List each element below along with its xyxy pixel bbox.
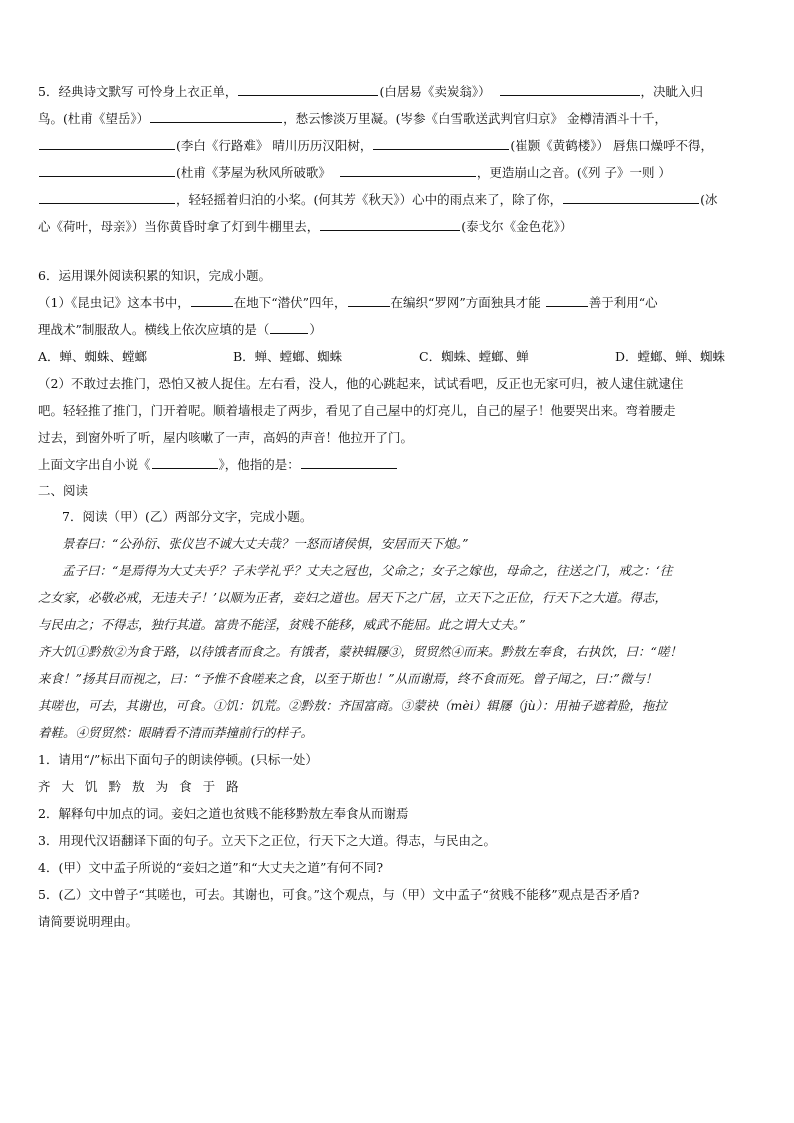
char: 黔 (108, 779, 122, 794)
subq-1: 1．请用“/”标出下面句子的朗读停顿。(只标一处） (38, 752, 318, 767)
answer-blank[interactable] (546, 294, 588, 307)
answer-blank[interactable] (320, 218, 460, 231)
option-b[interactable]: B．蝉、螳螂、蜘蛛 (233, 349, 343, 364)
option-c[interactable]: C．蜘蛛、螳螂、蝉 (419, 349, 529, 364)
passage-jia-1: 景春曰：“公孙衍、张仪岂不诚大丈夫哉？一怒而诸侯惧，安居而天下熄。” (62, 536, 469, 551)
q5-text: 鸟。(杜甫《望岳》） (38, 111, 150, 126)
q6-text: 上面文字出自小说《 (38, 457, 151, 472)
q5-text: 5．经典诗文默写 可怜身上衣正单， (38, 84, 238, 99)
q6-part1-line-2 (38, 316, 758, 343)
char: 于 (202, 779, 216, 794)
q5-line-2 (38, 105, 758, 132)
passage-jia-4: 与民由之；不得志，独行其道。富贵不能淫，贫贱不能移，威武不能屈。此之谓大丈夫。” (38, 617, 526, 632)
q5-line-1 (38, 78, 758, 105)
answer-blank[interactable] (150, 110, 282, 123)
char: 饥 (85, 779, 98, 794)
passage-yi-2: 来食！”扬其目而视之，曰：“予惟不食嗟来之食，以至于斯也！”从而谢焉，终不食而死。曾子闻之，曰：”微与！ (38, 671, 658, 686)
q6-part2-line-4 (38, 451, 758, 478)
answer-blank[interactable] (39, 164, 175, 177)
subq-4: 4．(甲）文中孟子所说的“妾妇之道”和“大丈夫之道”有何不同? (38, 860, 384, 875)
answer-blank[interactable] (500, 83, 640, 96)
char: 食 (179, 779, 192, 794)
q5-text: (杜甫《茅屋为秋风所破歌》 (176, 165, 331, 180)
char: 齐 (38, 779, 51, 794)
subq-5-line-1: 5．(乙）文中曾子“其嗟也，可去。其谢也，可食。”这个观点，与（甲）文中孟子“贫贱不能移”观点是否矛盾? (38, 887, 640, 902)
subq-3: 3．用现代汉语翻译下面的句子。立天下之正位，行天下之大道。得志，与民由之。 (38, 833, 496, 848)
char: 敖 (132, 779, 145, 794)
q7-title: 7．阅读（甲）(乙）两部分文字，完成小题。 (62, 509, 313, 524)
subq-2: 2．解释句中加点的词。妾妇之道也贫贱不能移黔敖左奉食从而谢焉 (38, 806, 409, 821)
passage-jia-2: 孟子曰：“是焉得为大丈夫乎？子未学礼乎？丈夫之冠也，父命之；女子之嫁也，母命之，往送之门，戒之：‘往 (62, 563, 673, 578)
q6-part2-line-3: 过去，到窗外听了听，屋内咳嗽了一声，高妈的声音！他拉开了门。 (38, 430, 414, 445)
q5-text: ，愁云惨淡万里凝。(岑参《白雪歌送武判官归京》 金樽清酒斗十千， (283, 111, 667, 126)
answer-blank[interactable] (39, 137, 175, 150)
q6-text: ） (309, 322, 322, 337)
passage-jia-3: 之女家，必敬必戒，无违夫子！’以顺为正者，妾妇之道也。居天下之广居，立天下之正位，行天下之大道。得志， (38, 590, 667, 605)
q5-line-5 (38, 186, 758, 213)
q5-text: (崔颢《黄鹤楼》） 唇焦口燥呼不得， (510, 138, 713, 153)
char: 为 (155, 779, 169, 794)
passage-yi-1: 齐大饥①黔敖②为食于路，以待饿者而食之。有饿者，蒙袂辑屦③，贸贸然④而来。黔敖左奉食，右执饮，曰：“嗟！ (38, 644, 682, 659)
q6-text: 在地下“潜伏”四年， (233, 295, 347, 310)
q6-title: 6．运用课外阅读积累的知识，完成小题。 (38, 268, 271, 283)
passage-yi-4: 着鞋。④贸贸然：眼睛看不清而莽撞前行的样子。 (38, 725, 314, 740)
option-d[interactable]: D．螳螂、蝉、蜘蛛 (615, 349, 726, 364)
q5-line-4 (38, 159, 758, 186)
answer-blank[interactable] (301, 456, 397, 469)
answer-blank[interactable] (348, 294, 390, 307)
subq-1-sentence[interactable] (38, 773, 758, 800)
answer-blank[interactable] (270, 321, 308, 334)
char: 路 (226, 779, 239, 794)
answer-blank[interactable] (340, 164, 476, 177)
q5-line-6 (38, 213, 758, 240)
q6-options (38, 343, 758, 370)
q6-text: 理战术”制服敌人。横线上依次应填的是（ (38, 322, 270, 337)
answer-blank[interactable] (152, 456, 218, 469)
section-heading: 二、阅读 (38, 483, 89, 498)
subq-5-line-2: 请简要说明理由。 (38, 914, 139, 929)
q6-text: （1）《昆虫记》这本书中， (38, 295, 190, 310)
q6-part2-line-2: 吧。轻轻推了推门，门开着呢。顺着墙根走了两步，看见了自己屋中的灯亮儿，自己的屋子！他要哭出来。弯着腰走 (38, 403, 676, 418)
option-a[interactable]: A．蝉、蜘蛛、螳螂 (38, 349, 148, 364)
q5-text: ，决眦入归 (640, 84, 704, 99)
answer-blank[interactable] (39, 191, 175, 204)
answer-blank[interactable] (191, 294, 233, 307)
q5-text: ，轻轻摇着归泊的小桨。(何其芳《秋天》）心中的雨点来了，除了你， (176, 192, 563, 207)
q5-text: (白居易《卖炭翁》） (379, 84, 491, 99)
char: 大 (61, 779, 75, 794)
answer-blank[interactable] (238, 83, 378, 96)
q6-text: 在编织“罗网”方面独具才能 (390, 295, 541, 310)
q5-text: (李白《行路难》 晴川历历汉阳树， (176, 138, 373, 153)
q6-text: 善于利用“心 (588, 295, 658, 310)
answer-blank[interactable] (373, 137, 509, 150)
q5-line-3 (38, 132, 758, 159)
passage-yi-3: 其嗟也，可去，其谢也，可食。①饥：饥荒。②黔敖：齐国富商。③蒙袂（mèi）辑屦（jù）：用袖子遮着脸，拖拉 (38, 698, 667, 713)
q5-text: (冰 (700, 192, 718, 207)
q5-text: ，更造崩山之音。(《列 子》一则 ） (476, 165, 671, 180)
exam-page (38, 78, 758, 935)
q6-part1-line-1 (38, 289, 758, 316)
q6-text: 》，他指的是： (218, 457, 300, 472)
answer-blank[interactable] (563, 191, 699, 204)
q5-text: (泰戈尔《金色花》） (461, 219, 573, 234)
q6-part2-line-1: （2）不敢过去推门，恐怕又被人捉住。左右看，没人，他的心跳起来，试试看吧，反正也无家可归，被人逮住就逮住 (38, 376, 684, 391)
q5-text: 心《荷叶，母亲》）当你黄昏时拿了灯到牛棚里去， (38, 219, 320, 234)
